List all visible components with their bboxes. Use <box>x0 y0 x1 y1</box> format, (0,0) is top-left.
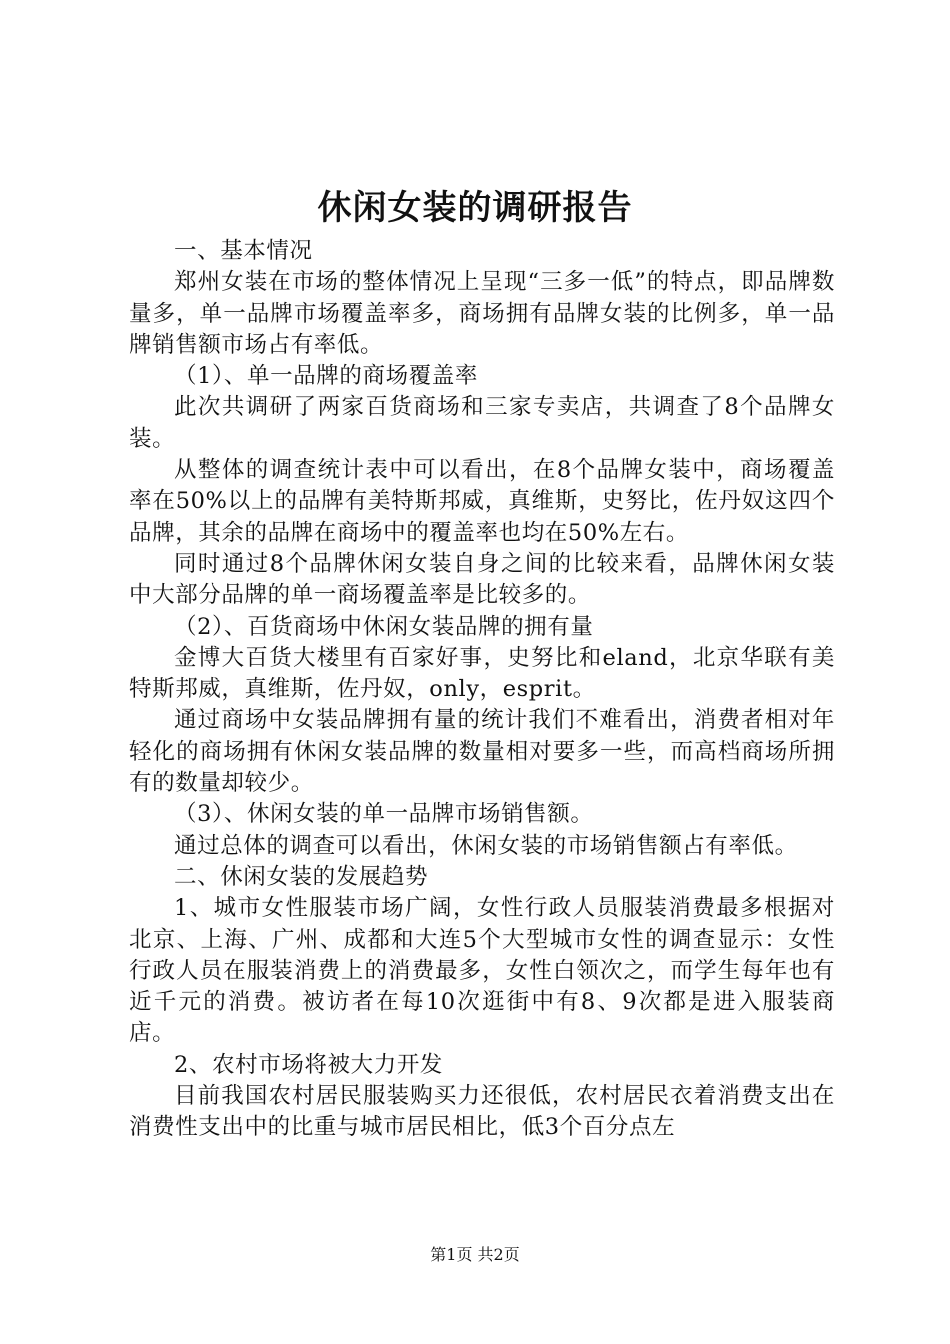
subsection-heading: （3）、休闲女装的单一品牌市场销售额。 <box>174 801 594 828</box>
paragraph: 1、城市女性服装市场广阔，女性行政人员服装消费最多根据对北京、上海、广州、成都和大连5个大型城市女性的调查显示：女性行政人员在服装消费上的消费最多，女性白领次之，而学生每年也有近千元的消费。被访者在每10次逛街中有8、9次都是进入服装商店。 <box>129 895 835 1047</box>
paragraph: 通过商场中女装品牌拥有量的统计我们不难看出，消费者相对年轻化的商场拥有休闲女装品牌的数量相对要多一些，而高档商场所拥有的数量却较少。 <box>129 707 835 797</box>
page-title: 休闲女装的调研报告 <box>317 188 633 228</box>
paragraph: 此次共调研了两家百货商场和三家专卖店，共调查了8个品牌女装。 <box>129 394 835 452</box>
section-heading: 一、基本情况 <box>174 238 313 264</box>
paragraph: 金博大百货大楼里有百家好事，史努比和eland，北京华联有美特斯邦威，真维斯，佐丹奴，only，esprit。 <box>129 644 835 703</box>
subsection-heading: 2、农村市场将被大力开发 <box>174 1051 444 1078</box>
subsection-heading: （1）、单一品牌的商场覆盖率 <box>174 363 478 390</box>
document-body <box>129 236 835 1144</box>
paragraph: 从整体的调查统计表中可以看出，在8个品牌女装中，商场覆盖率在50%以上的品牌有美特斯邦威，真维斯，史努比，佐丹奴这四个品牌，其余的品牌在商场中的覆盖率也均在50%左右。 <box>129 457 835 546</box>
page-footer: 第1页 共2页 <box>430 1245 520 1264</box>
section-heading: 二、休闲女装的发展趋势 <box>174 863 429 890</box>
paragraph: 目前我国农村居民服装购买力还很低，农村居民衣着消费支出在消费性支出中的比重与城市居民相比，低3个百分点左 <box>129 1083 835 1141</box>
subsection-heading: （2）、百货商场中休闲女装品牌的拥有量 <box>174 613 594 640</box>
paragraph: 郑州女装在市场的整体情况上呈现“三多一低”的特点，即品牌数量多，单一品牌市场覆盖率多，商场拥有品牌女装的比例多，单一品牌销售额市场占有率低。 <box>129 269 835 358</box>
paragraph: 同时通过8个品牌休闲女装自身之间的比较来看，品牌休闲女装中大部分品牌的单一商场覆盖率是比较多的。 <box>129 550 835 609</box>
paragraph: 通过总体的调查可以看出，休闲女装的市场销售额占有率低。 <box>174 832 798 859</box>
